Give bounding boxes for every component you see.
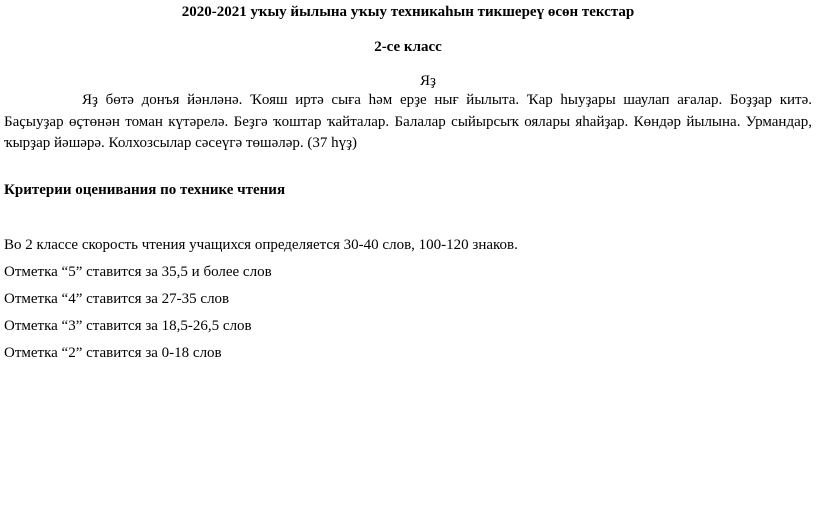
criteria-intro: Во 2 классе скорость чтения учащихся определяется 30-40 слов, 100-120 знаков. <box>4 237 518 253</box>
mark-3-rule: Отметка “3” ставится за 18,5-26,5 слов <box>4 318 252 334</box>
story-title: Яҙ <box>420 73 436 89</box>
story-text: Яҙ бөтә донъя йәнләнә. Ҡояш иртә сыға һәм ерҙе нығ йылыта. Ҡар һыуҙары шаулап ағалар. Боҙҙар китә. Баҫыуҙар өҫтөнән томан күтәрелә. Беҙгә ҡоштар ҡайталар. Балалар сыйырсыҡ оялары яһайҙар. Көндәр йылына. Урмандар, ҡырҙар йәшәрә. Колхозсылар сәсеүгә төшәләр. (37 һүҙ) <box>4 92 812 151</box>
document-title: 2020-2021 уҡыу йылына уҡыу техникаһын тикшереү өсөн текстар <box>181 4 635 20</box>
grade-label: 2-се класс <box>374 39 442 55</box>
criteria-heading: Критерии оценивания по технике чтения <box>4 182 286 198</box>
mark-2-rule: Отметка “2” ставится за 0-18 слов <box>4 345 222 361</box>
mark-5-rule: Отметка “5” ставится за 35,5 и более слов <box>4 264 272 280</box>
mark-4-rule: Отметка “4” ставится за 27-35 слов <box>4 291 230 307</box>
